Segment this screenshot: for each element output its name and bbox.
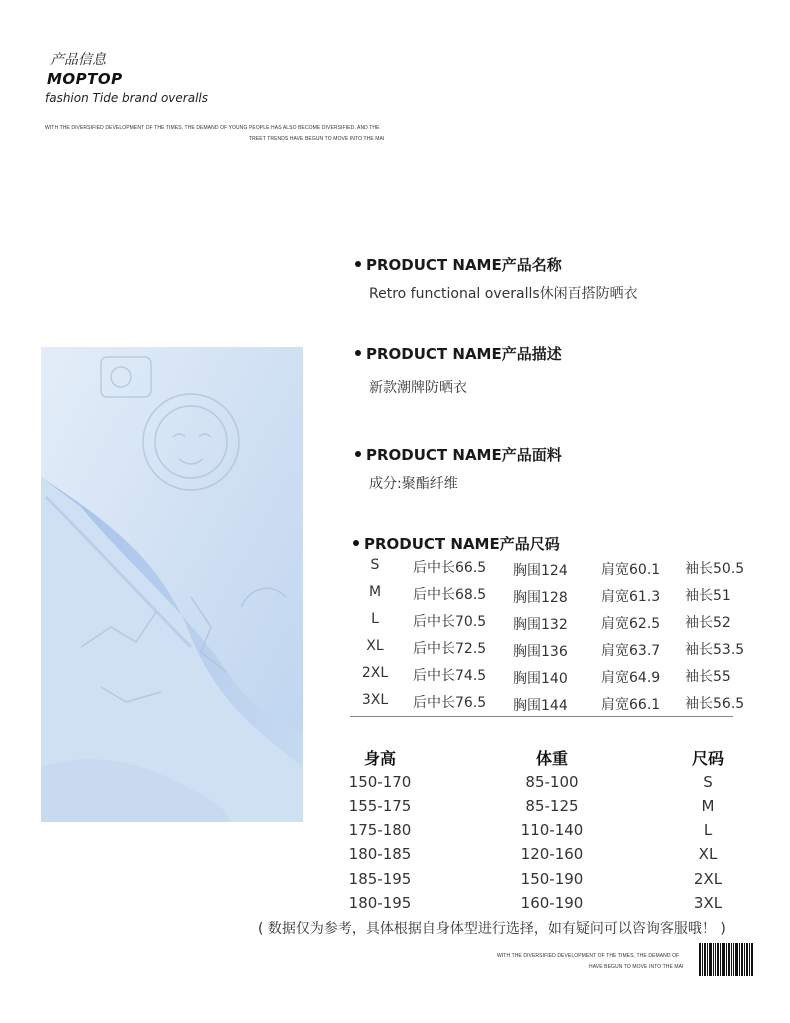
shoulder: 肩宽66.1 bbox=[601, 697, 661, 713]
fit-weight: 160-190 bbox=[520, 894, 584, 912]
barcode-icon bbox=[699, 943, 753, 976]
fit-row bbox=[330, 845, 760, 869]
sleeve: 袖长53.5 bbox=[685, 642, 745, 658]
product-desc-title: PRODUCT NAME产品描述 bbox=[366, 345, 562, 363]
bullet-icon bbox=[355, 350, 361, 356]
fit-height: 180-185 bbox=[348, 845, 412, 863]
fit-header-size: 尺码 bbox=[691, 749, 724, 768]
fit-weight: 150-190 bbox=[520, 870, 584, 888]
fit-header-weight: 体重 bbox=[535, 749, 568, 768]
back-length: 后中长66.5 bbox=[413, 560, 487, 576]
fit-row bbox=[330, 894, 760, 918]
product-name-title: PRODUCT NAME产品名称 bbox=[366, 256, 562, 274]
divider bbox=[350, 716, 733, 717]
back-length: 后中长76.5 bbox=[413, 695, 487, 711]
footer-line-1: WITH THE DIVERSIFIED DEVELOPMENT OF THE TIMES, THE DEMAND OF bbox=[497, 953, 680, 959]
fit-height: 175-180 bbox=[348, 821, 412, 839]
product-photo bbox=[41, 347, 303, 822]
shoulder: 肩宽62.5 bbox=[601, 616, 661, 632]
fit-height: 185-195 bbox=[348, 870, 412, 888]
size-row bbox=[350, 611, 750, 637]
shoulder: 肩宽60.1 bbox=[601, 562, 661, 578]
chest: 胸围144 bbox=[513, 698, 568, 714]
brand-name: MOPTOP bbox=[47, 70, 123, 88]
back-length: 后中长68.5 bbox=[413, 587, 487, 603]
fit-size: 3XL bbox=[693, 894, 723, 912]
size-label: XL bbox=[366, 638, 384, 654]
bullet-icon bbox=[353, 540, 359, 546]
size-row bbox=[350, 665, 750, 691]
shoulder: 肩宽64.9 bbox=[601, 670, 661, 686]
size-row bbox=[350, 557, 750, 583]
product-fabric-heading bbox=[355, 444, 562, 465]
reference-note: ( 数据仅为参考，具体根据自身体型进行选择，如有疑问可以咨询客服哦！ ) bbox=[258, 921, 726, 937]
tagline-line-1: WITH THE DIVERSIFIED DEVELOPMENT OF THE TIMES, THE DEMAND OF YOUNG PEOPLE HAS ALSO BECOME DIVERSIFIED, AND THE bbox=[45, 125, 380, 131]
chest: 胸围132 bbox=[513, 617, 568, 633]
fit-weight: 85-125 bbox=[525, 797, 579, 815]
size-row bbox=[350, 638, 750, 664]
sleeve: 袖长50.5 bbox=[685, 561, 745, 577]
size-label: S bbox=[370, 557, 380, 573]
size-label: L bbox=[371, 611, 379, 627]
size-label: M bbox=[368, 584, 382, 600]
fit-size: L bbox=[703, 821, 713, 839]
fit-weight: 85-100 bbox=[525, 773, 579, 791]
bullet-icon bbox=[355, 451, 361, 457]
chest: 胸围140 bbox=[513, 671, 568, 687]
sleeve: 袖长56.5 bbox=[685, 696, 745, 712]
header-title-cn: 产品信息 bbox=[50, 52, 106, 68]
fit-size: M bbox=[701, 797, 715, 815]
size-label: 3XL bbox=[361, 692, 389, 708]
fit-weight: 110-140 bbox=[520, 821, 584, 839]
back-length: 后中长72.5 bbox=[413, 641, 487, 657]
fit-weight: 120-160 bbox=[520, 845, 584, 863]
size-row bbox=[350, 584, 750, 610]
tagline-line-2: TREET TRENDS HAVE BEGUN TO MOVE INTO THE MAI bbox=[249, 136, 385, 142]
fit-row bbox=[330, 797, 760, 821]
fit-row bbox=[330, 821, 760, 845]
product-name-value: Retro functional overalls休闲百搭防晒衣 bbox=[369, 286, 638, 302]
chest: 胸围136 bbox=[513, 644, 568, 660]
footer-line-2: HAVE BEGUN TO MOVE INTO THE MAI bbox=[589, 964, 684, 970]
fit-size: 2XL bbox=[693, 870, 723, 888]
header-subtitle: fashion Tide brand overalls bbox=[45, 91, 208, 105]
product-fabric-value: 成分:聚酯纤维 bbox=[369, 476, 458, 492]
shoulder: 肩宽63.7 bbox=[601, 643, 661, 659]
fit-row bbox=[330, 870, 760, 894]
product-size-title: PRODUCT NAME产品尺码 bbox=[364, 535, 560, 553]
fit-height: 155-175 bbox=[348, 797, 412, 815]
shoulder: 肩宽61.3 bbox=[601, 589, 661, 605]
fit-row bbox=[330, 773, 760, 797]
bullet-icon bbox=[355, 261, 361, 267]
back-length: 后中长74.5 bbox=[413, 668, 487, 684]
chest: 胸围124 bbox=[513, 563, 568, 579]
back-length: 后中长70.5 bbox=[413, 614, 487, 630]
product-name-heading bbox=[355, 254, 562, 275]
product-size-heading bbox=[353, 533, 560, 554]
fit-height: 150-170 bbox=[348, 773, 412, 791]
product-fabric-title: PRODUCT NAME产品面料 bbox=[366, 446, 562, 464]
fit-height: 180-195 bbox=[348, 894, 412, 912]
fit-header-height: 身高 bbox=[363, 749, 396, 768]
fabric-illustration bbox=[41, 347, 303, 822]
fit-size: XL bbox=[698, 845, 718, 863]
size-row bbox=[350, 692, 750, 718]
product-desc-heading bbox=[355, 343, 562, 364]
sleeve: 袖长52 bbox=[685, 615, 731, 631]
product-desc-value: 新款潮牌防晒衣 bbox=[369, 380, 467, 396]
sleeve: 袖长55 bbox=[685, 669, 731, 685]
sleeve: 袖长51 bbox=[685, 588, 731, 604]
chest: 胸围128 bbox=[513, 590, 568, 606]
fit-size: S bbox=[703, 773, 713, 791]
size-label: 2XL bbox=[361, 665, 389, 681]
